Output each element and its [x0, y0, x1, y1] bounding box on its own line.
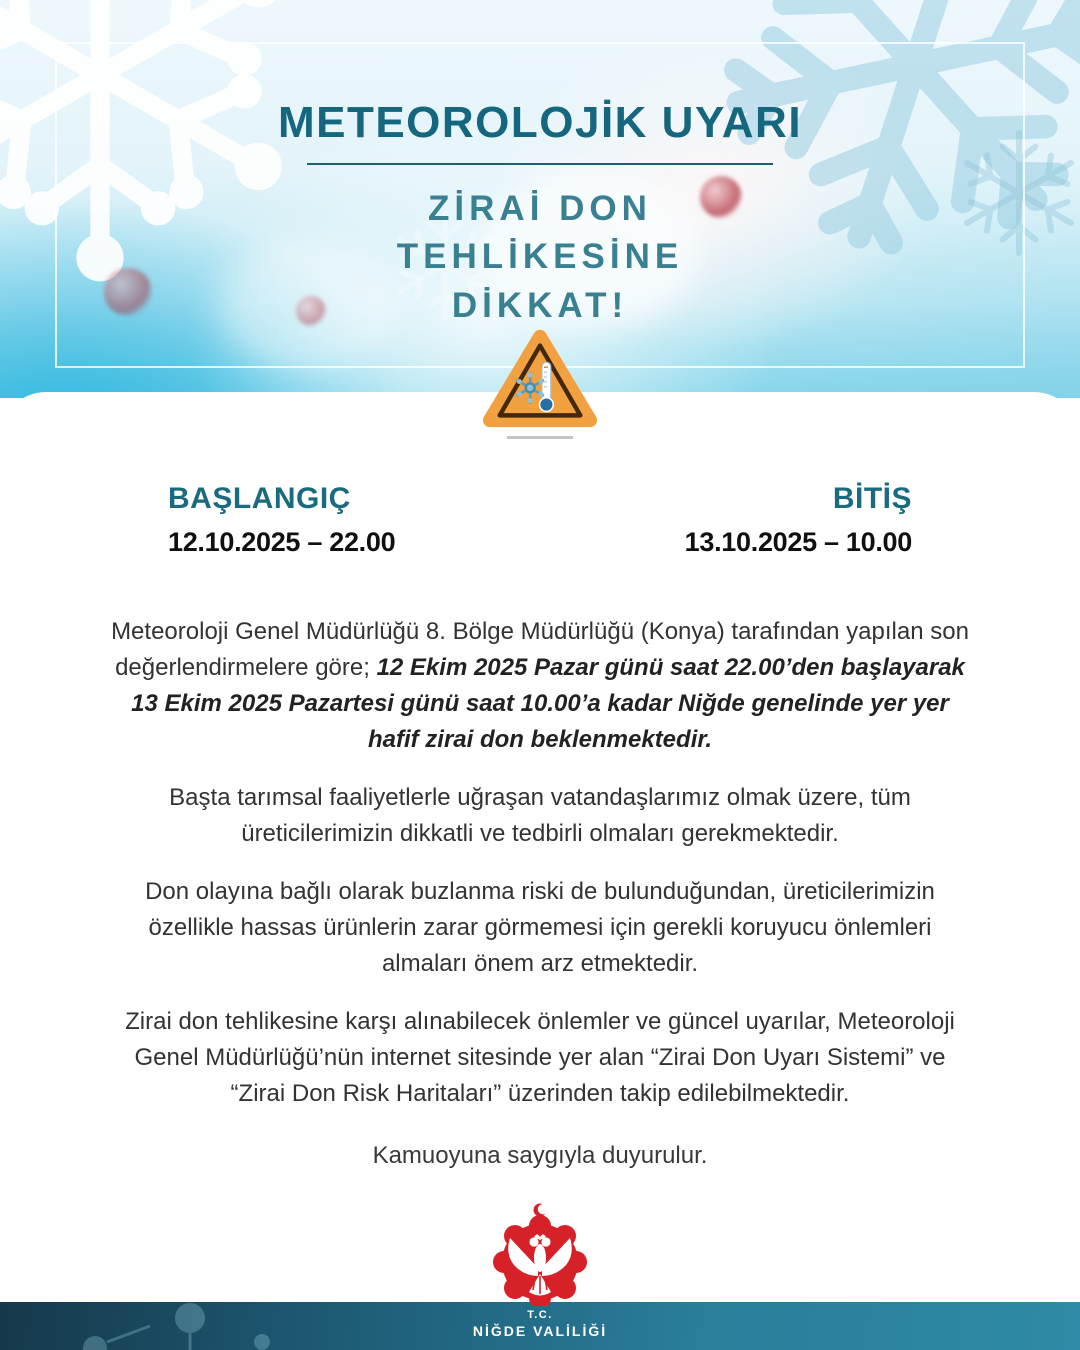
end-datetime: 13.10.2025 – 10.00	[684, 527, 912, 557]
paragraph-regular-text: Meteoroloji Genel Müdürlüğü 8. Bölge Müdürlüğü (Konya) tarafından yapılan son değerlendirmelere göre;	[111, 618, 969, 681]
title-divider	[307, 163, 773, 165]
announcement-body	[110, 614, 970, 1174]
subtitle-line: TEHLİKESİNE	[396, 237, 684, 277]
start-section	[168, 482, 395, 558]
start-datetime: 12.10.2025 – 22.00	[168, 527, 396, 557]
header	[0, 0, 1080, 330]
content-card	[0, 392, 1080, 1302]
closing-line: Kamuoyuna saygıyla duyurulur.	[372, 1142, 708, 1169]
subtitle-line: ZİRAİ DON	[428, 189, 652, 229]
end-label: BİTİŞ	[832, 482, 912, 515]
start-label: BAŞLANGIÇ	[168, 482, 351, 515]
org-name: NİĞDE VALİLİĞİ	[472, 1323, 608, 1340]
end-section	[685, 482, 912, 558]
paragraph-emphasis-text: 12 Ekim 2025 Pazar günü saat 22.00’den başlayarak 13 Ekim 2025 Pazartesi günü saat 10.00’a kadar Niğde genelinde yer yer hafif zirai don beklenmektedir.	[131, 654, 965, 753]
announcement-paragraph: Don olayına bağlı olarak buzlanma riski de bulunduğundan, üreticilerimizin özellikle hassas ürünlerin zarar görmemesi için gerekli koruyucu önlemleri almaları önem arz etmektedir.	[145, 878, 935, 977]
announcement-paragraph	[110, 614, 970, 758]
nigde-valiligi-emblem	[489, 1202, 591, 1311]
page-title: METEOROLOJİK UYARI	[277, 98, 803, 147]
announcement-paragraph: Zirai don tehlikesine karşı alınabilecek önlemler ve güncel uyarılar, Meteoroloji Genel Müdürlüğü’nün internet sitesinde yer alan “Zirai Don Uyarı Sistemi” ve “Zirai Don Risk Haritaları” üzerinden takip edilebilmektedir.	[125, 1008, 955, 1107]
subtitle-line: DİKKAT!	[451, 285, 629, 325]
org-prefix: T.C.	[527, 1309, 553, 1321]
announcement-paragraph: Başta tarımsal faaliyetlerle uğraşan vatandaşlarımız olmak üzere, tüm üreticilerimizin dikkatli ve tedbirli olmaları gerekmektedir.	[169, 784, 911, 847]
triangle-shadow	[507, 436, 573, 439]
frost-warning-triangle-icon	[481, 326, 599, 435]
warning-subtitle	[0, 185, 1080, 330]
